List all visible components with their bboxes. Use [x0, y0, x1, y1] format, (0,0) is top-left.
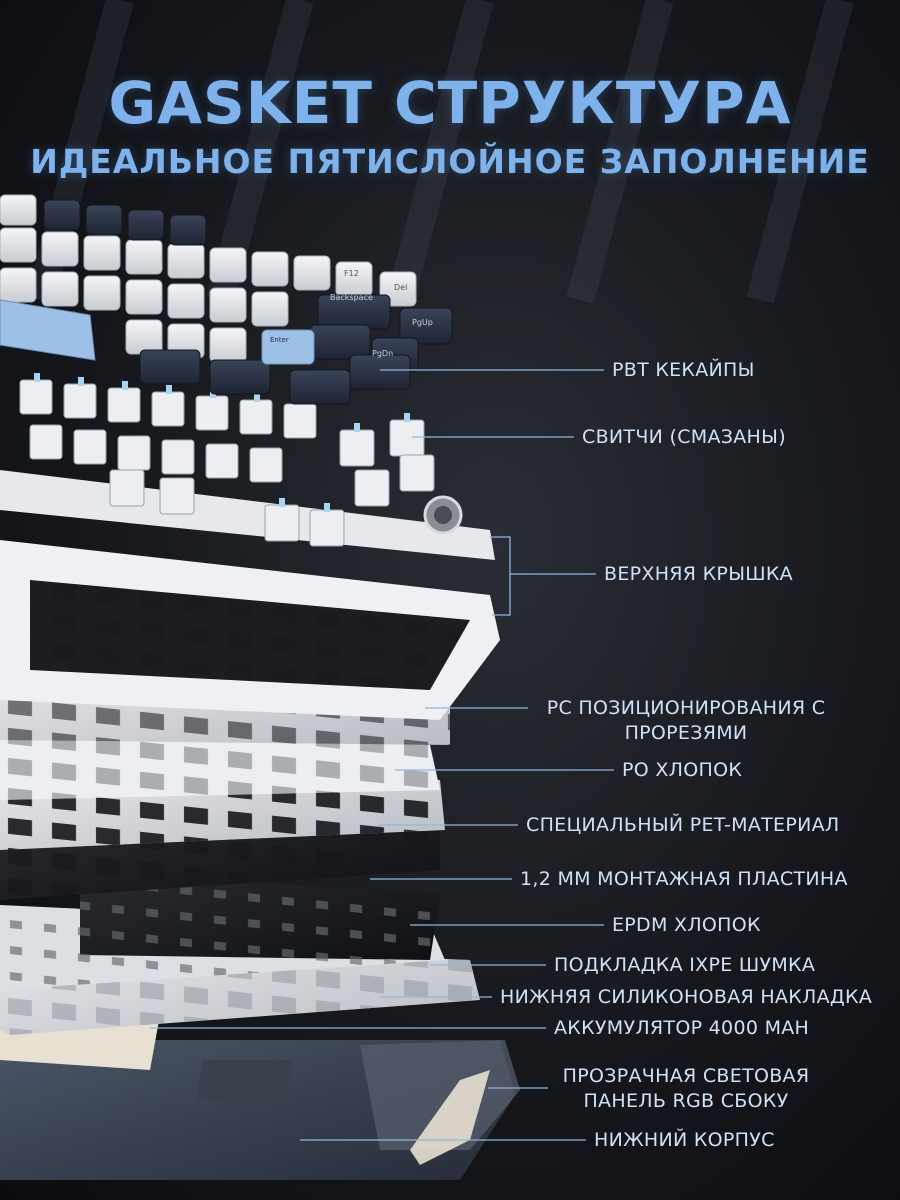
label-pc-plate: PC ПОЗИЦИОНИРОВАНИЯ С ПРОРЕЗЯМИ: [546, 697, 826, 744]
label-po-cotton: PO ХЛОПОК: [622, 759, 743, 781]
keycap-legend-backspace: Backspace: [330, 293, 373, 302]
keycaps-layer: [0, 195, 452, 404]
page-subtitle: ИДЕАЛЬНОЕ ПЯТИСЛОЙНОЕ ЗАПОЛНЕНИЕ: [30, 142, 870, 181]
label-top-case: ВЕРХНЯЯ КРЫШКА: [604, 563, 793, 585]
page-title: GASKET СТРУКТУРА: [108, 69, 792, 137]
keycap-legend-pgup: PgUp: [412, 318, 433, 327]
label-switches: СВИТЧИ (СМАЗАНЫ): [582, 426, 786, 448]
label-ixpe: ПОДКЛАДКА IXPE ШУМКА: [554, 954, 816, 976]
label-epdm: EPDM ХЛОПОК: [612, 914, 761, 936]
keycap-legend-del: Del: [394, 283, 408, 292]
keycap-legend-enter: Enter: [270, 336, 289, 344]
label-rgb: ПРОЗРАЧНАЯ СВЕТОВАЯ ПАНЕЛЬ RGB СБОКУ: [562, 1065, 810, 1112]
keycap-legend-f12: F12: [344, 269, 359, 278]
keycap-legend-pgdn: PgDn: [372, 349, 394, 358]
label-pet: СПЕЦИАЛЬНЫЙ PET-МАТЕРИАЛ: [526, 814, 840, 836]
label-keycaps: PBT КЕКАЙПЫ: [612, 359, 755, 381]
label-silicone: НИЖНЯЯ СИЛИКОНОВАЯ НАКЛАДКА: [500, 986, 873, 1008]
label-battery: АККУМУЛЯТОР 4000 МАН: [554, 1017, 810, 1039]
label-bottom-case: НИЖНИЙ КОРПУС: [594, 1129, 775, 1151]
top-case-frame: [0, 470, 500, 720]
label-mount-plate: 1,2 ММ МОНТАЖНАЯ ПЛАСТИНА: [520, 868, 848, 890]
leader-top-case: [490, 537, 596, 615]
